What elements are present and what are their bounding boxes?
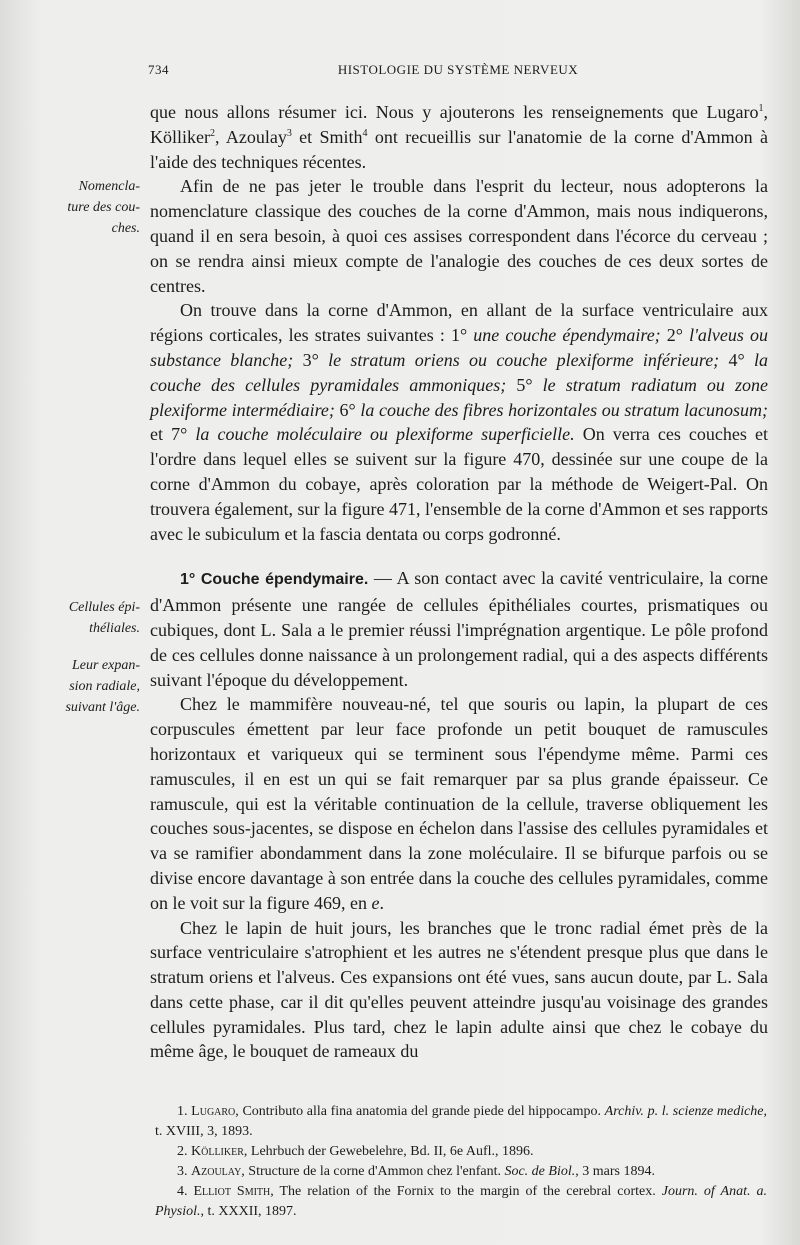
- footnote: 4. Elliot Smith, The relation of the Fornix to the margin of the cerebral cortex. Journ. of Anat. a. Physiol., t. XXXII, 1897.: [155, 1184, 767, 1219]
- paragraph-nomenclature: Afin de ne pas jeter le trouble dans l'esprit du lecteur, nous adopterons la nomenclature classique des couches de la corne d'Ammon, mais nous indiquerons, quand il en sera besoin, à quoi ces assises correspondent dans l'écorce du cerveau ; on se rendra ainsi mieux compte de l'analogie des couches de ces deux sortes de centres.: [150, 176, 768, 296]
- paragraph-lapin-huit-jours: Chez le lapin de huit jours, les branches que le tronc radial émet près de la surface ventriculaire s'atrophient et les autres ne s'étendent presque plus que dans le stratum oriens et l'alveus. Ces expansions ont été vues, sans aucun doute, par L. Sala dans cette phase, car il dit qu'elles peuvent atteindre jusqu'au voisinage des grandes cellules pyramidales. Plus tard, chez le lapin adulte ainsi que chez le cobaye du même âge, le bouquet de rameaux du: [150, 917, 768, 1062]
- footnote: 3. Azoulay, Structure de la corne d'Ammon chez l'enfant. Soc. de Biol., 3 mars 1894.: [177, 1164, 655, 1179]
- header-title: HISTOLOGIE DU SYSTÈME NERVEUX: [337, 62, 579, 77]
- footnote: 1. Lugaro, Contributo alla fina anatomia del grande piede del hippocampo. Archiv. p. l. scienze mediche, t. XVIII, 3, 1893.: [155, 1104, 768, 1139]
- paragraph-intro: que nous allons résumer ici. Nous y ajouterons les renseignements que Lugaro$^1$, Kölliker$^2$, Azoulay$^3$ et Smith$^4$ ont recueillis sur l'anatomie de la corne d'Ammon à l'aide des techniques récentes.: [150, 102, 768, 172]
- footnote: 2. Kölliker, Lehrbuch der Gewebelehre, Bd. II, 6e Aufl., 1896.: [177, 1144, 534, 1159]
- margin-note-line: Leur expan-: [71, 658, 140, 673]
- section-heading: 1° Couche épendymaire.: [180, 571, 369, 589]
- margin-note-line: suivant l'âge.: [65, 700, 140, 715]
- body-text: [150, 100, 768, 1064]
- margin-note-line: ches.: [111, 221, 140, 236]
- page-number: 734: [148, 62, 169, 77]
- margin-note-expansion: [30, 655, 140, 718]
- paragraph-strates: On trouve dans la corne d'Ammon, en allant de la surface ventriculaire aux régions corticales, les strates suivantes : 1° une couche épendymaire; 2° l'alveus ou substance blanche; 3° le stratum oriens ou couche plexiforme inférieure; 4° la couche des cellules pyramidales ammoniques; 5° le stratum radiatum ou zone plexiforme intermédiaire; 6° la couche des fibres horizontales ou stratum lacunosum; et 7° la couche moléculaire ou plexiforme superficielle. On verra ces couches et l'ordre dans lequel elles se suivent sur la figure 470, dessinée sur une coupe de la corne d'Ammon du cobaye, après coloration par la méthode de Weigert-Pal. On trouvera également, sur la figure 471, l'ensemble de la corne d'Ammon et ses rapports avec le subiculum et la fascia dentata ou corps godronné.: [150, 300, 769, 544]
- footnotes: [155, 1102, 767, 1222]
- running-head: [148, 62, 768, 80]
- margin-note-line: ture des cou-: [67, 200, 140, 215]
- margin-note-line: théliales.: [89, 621, 140, 636]
- paragraph-nouveau-ne: Chez le mammifère nouveau-né, tel que souris ou lapin, la plupart de ces corpuscules émettent par leur face profonde un petit bouquet de ramuscules horizontaux et variqueux qui se terminent sous l'épendyme même. Parmi ces ramuscules, il en est un qui se fait remarquer par sa plus grande épaisseur. Ce ramuscule, qui est la véritable continuation de la cellule, traverse obliquement les couches sous-jacentes, se dispose en échelon dans l'assise des cellules pyramidales et va se ramifier abondamment dans la zone moléculaire. Il se bifurque parfois ou se divise encore davantage à son entrée dans la couche des cellules pyramidales, comme on le voit sur la figure 469, en e.: [150, 694, 768, 913]
- margin-note-line: Cellules épi-: [68, 600, 140, 615]
- margin-note-cellules: [30, 597, 140, 639]
- margin-note-line: sion radiale,: [69, 679, 140, 694]
- margin-note-line: Nomencla-: [78, 179, 140, 194]
- margin-note-nomenclature: [30, 176, 140, 239]
- paragraph-couche-ependymaire: 1° Couche épendymaire. — A son contact avec la cavité ventriculaire, la corne d'Ammon présente une rangée de cellules épithéliales courtes, prismatiques ou cubiques, dont L. Sala a le premier réussi l'imprégnation argentique. Le pôle profond de ces cellules donne naissance à un prolongement radial, qui a des aspects différents suivant l'époque du développement.: [150, 568, 769, 690]
